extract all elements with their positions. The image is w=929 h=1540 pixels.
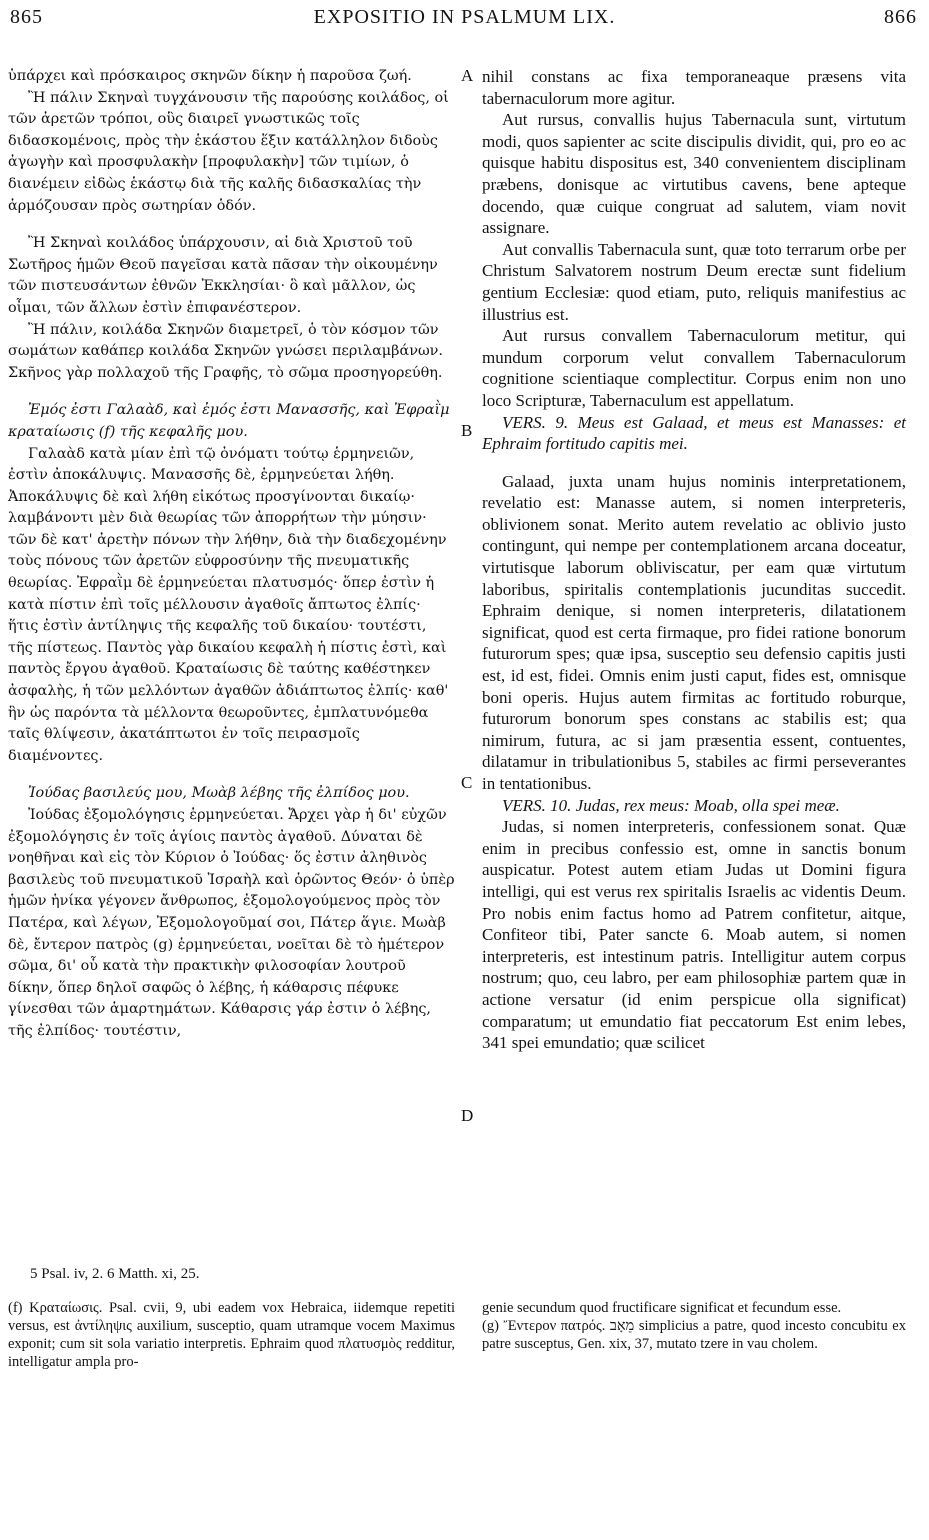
note-continuation: genie secundum quod fructificare significat et fecundum esse. xyxy=(482,1300,842,1316)
note-f: (f) Κραταίωσις. Psal. cvii, 9, ubi eadem vox Hebraica, iidemque repetiti versus, est ἀντίληψις auxilium, susceptio, quam utramque vocem Maximus exponit; cum sit sola variatio interpretis. Ephraim quod πλατυσμὸς redditur, intelligatur ampla pro- xyxy=(8,1300,455,1370)
latin-verse-heading: VERS. 10. Judas, rex meus: Moab, olla spei meæ. xyxy=(502,795,840,815)
latin-paragraph: Aut convallis Tabernacula sunt, quæ toto terrarum orbe per Christum Salvatorem nostrum Deum erectæ sunt fidelium gentium Ecclesiæ: quod etiam, puto, reliquis manifestius ac illustrius est. xyxy=(482,239,906,324)
margin-markers xyxy=(461,66,477,1266)
greek-paragraph: Ἢ Σκηναὶ κοιλάδος ὑπάρχουσιν, αἱ διὰ Χριστοῦ τοῦ Σωτῆρος ἡμῶν Θεοῦ παγεῖσαι κατὰ πᾶσαν τὴν οἰκουμένην τῶν πιστευσάντων ἐθνῶν Ἐκκλησίαι· ὃ καὶ μᾶλλον, ὡς οἶμαι, τῶν ἄλλων ἐστὶν ἐπιφανέστερον. xyxy=(8,235,438,316)
greek-verse-heading: Ἐμός ἐστι Γαλαὰδ, καὶ ἐμός ἐστι Μανασσῆς, καὶ Ἐφραῒμ κραταίωσις (f) τῆς κεφαλῆς μου. xyxy=(8,402,450,440)
greek-paragraph: Γαλαὰδ κατὰ μίαν ἐπὶ τῷ ὀνόματι τούτῳ ἑρμηνειῶν, ἐστὶν ἀποκάλυψις. Μανασσῆς δὲ, ἑρμηνεύεται λήθη. Ἀποκάλυψις δὲ καὶ λήθη εἰκότως προσγίνονται δικαίῳ· λαμβάνοντι μὲν διὰ θεωρίας τῶν ἀπορρήτων τὴν μύησιν· τῶν δὲ κατ' ἀρετὴν πόνων τὴν λήθην, διὰ τὴν διαδεχομένην τοὺς πόνους τῶν ἀρετῶν εὐφροσύνην τῆς πνευματικῆς θεωρίας. Ἐφραῒμ δὲ ἑρμηνεύεται πλατυσμός· ὅπερ ἐστὶν ἡ κατὰ πίστιν ἐπὶ τοῖς μέλλουσιν ἀγαθοῖς ἄπτωτος ἐλπίς· ἥτις ἐστὶν ἀντίληψις τῆς κεφαλῆς τοῦ δικαίου· τουτέστι, τῆς πίστεως. Παντὸς γὰρ δικαίου κεφαλὴ ἡ πίστις ἐστὶ, καὶ παντὸς ἔργου ἀγαθοῦ. Κραταίωσις δὲ ταύτης καθέστηκεν ἀσφαλὴς, ἡ τῶν μελλόντων ἀγαθῶν ἀδιάπτωτος ἐλπίς· καθ' ἣν ὡς παρόντα τὰ μέλλοντα θεωροῦντες, ἐμπλατυνόμεθα ταῖς θλίψεσιν, ἀκατάπτωτοι ἐν τοῖς πειρασμοῖς διαμένοντες. xyxy=(8,445,449,764)
latin-paragraph: Aut rursus, convallis hujus Tabernacula sunt, virtutum modi, quos sapienter ac scite discipulis dividit, qui, pro eo ac quisque habitu dispositus est, 340 convenientem disciplinam præbens, donisque ac virtutibus cavens, bene apteque docendo, quæ cuique congruat ad salutem, viam novit assignare. xyxy=(482,110,906,238)
margin-marker-a: A xyxy=(461,66,474,85)
greek-paragraph: Ἰούδας ἐξομολόγησις ἑρμηνεύεται. Ἄρχει γὰρ ἡ δι' εὐχῶν ἐξομολόγησις ἐν τοῖς ἁγίοις παντὸς ἀγαθοῦ. Δύναται δὲ νοηθῆναι καὶ εἰς τὸν Κύριον ὁ Ἰούδας· ὅς ἐστιν ἀληθινὸς βασιλεὺς τοῦ πνευματικοῦ Ἰσραὴλ καὶ ὁρῶντος Θεόν· ὁ ὑπὲρ ἡμῶν ἡνίκα γέγονεν ἄνθρωπος, ἐξομολογούμενος πρὸς τὸν Πατέρα, καὶ λέγων, Ἐξομολογοῦμαί σοι, Πάτερ ἅγιε. Μωὰβ δὲ, ἔντερον πατρὸς (g) ἑρμηνεύεται, νοεῖται δὲ τὸ ἡμέτερον σῶμα, δι' οὗ κατὰ τὴν πρακτικὴν φιλοσοφίαν λουτροῦ δίκην, ὅπερ δηλοῖ σαφῶς ὁ λέβης, ἡ κάθαρσις πέφυκε γίνεσθαι τῶν ἁμαρτημάτων. Κάθαρσις γάρ ἐστιν ὁ λέβης, τῆς ἐλπίδος· τουτέστιν, xyxy=(8,807,455,1039)
margin-marker-d: D xyxy=(461,1106,474,1125)
latin-column xyxy=(482,66,906,1054)
greek-paragraph: Ἢ πάλιν, κοιλάδα Σκηνῶν διαμετρεῖ, ὁ τὸν κόσμον τῶν σωμάτων καθάπερ κοιλάδα Σκηνῶν γνώσει περιλαμβάνων. Σκῆνος γὰρ πολλαχοῦ τῆς Γραφῆς, τὸ σῶμα προσηγορεύθη. xyxy=(8,321,444,381)
greek-paragraph: Ἢ πάλιν Σκηναὶ τυγχάνουσιν τῆς παρούσης κοιλάδος, οἱ τῶν ἀρετῶν τρόποι, οὓς διαιρεῖ γνωστικῶς τοῖς διδασκομένοις, πρὸς τὴν ἑκάστου ἕξιν κατάλληλον διδοὺς ἀγωγὴν καὶ προσφυλακὴν [προφυλακὴν] τῶν τιμίων, ὁ διανέμειν εἰδὼς ἑκάστῳ διὰ τῆς καλῆς διδασκαλίας τὴν ἁρμόζουσαν πρὸς σωτηρίαν ὁδόν. xyxy=(8,89,449,214)
right-page-number: 866 xyxy=(884,6,917,28)
latin-paragraph: nihil constans ac fixa temporaneaque præsens vita tabernaculorum more agitur. xyxy=(482,67,906,108)
latin-paragraph: Judas, si nomen interpreteris, confessionem sonat. Quæ enim in precibus confessio est, omne in sanctis bonum auspicatur. Potest autem etiam Judas ut Domini figura intelligi, qui est verus rex spiritalis Israelis ac videntis Deum. Pro nobis enim factus homo ad Patrem confitetur, aitque, Confiteor tibi, Pater sancte 6. Moab autem, si nomen interpreteris, est intestinum patris. Intelligitur autem corpus nostrum; quo, ceu labro, per eam philosophiæ partem quæ in actione versatur (id enim perspicue olla significat) comparatum; ut emundatio fiat peccatorum Est enim lebes, 341 spei emundatio; quæ scilicet xyxy=(482,817,906,1053)
editorial-notes-right xyxy=(482,1299,906,1353)
latin-paragraph: Galaad, juxta unam hujus nominis interpretationem, revelatio est: Manasse autem, si nomen interpreteris, oblivionem sonat. Merito autem revelatio ac oblivio justo contingunt, qui nempe per contemplationem arcana doceatur, virtutisque laborum obliviscatur, per eam quæ virtutum laboribus, spiritalis contemplationis jucunditas succedit. Ephraim denique, si nomen interpreteris, dilatationem significat, quod est certa firmaque, pro fidei ratione bonorum futurorum spes; quæ ipsa, susceptio seu defensio capitis justi est, id est, fidei. Omnis enim justi caput, fides est, omnisque boni operis. Hujus autem firmitas ac fortitudo roburque, futurorum bonorum spes constans ac stabilis est; qua nimirum, futura, ac si jam præsentia essent, contuentes, dilatamur in tribulationibus 5, stabiles ac firmi perseverantes in tentationibus. xyxy=(482,471,906,793)
margin-marker-b: B xyxy=(461,421,473,440)
latin-verse-heading: VERS. 9. Meus est Galaad, et meus est Manasses: et Ephraim fortitudo capitis mei. xyxy=(482,412,906,454)
scripture-footnotes: 5 Psal. iv, 2. 6 Matth. xi, 25. xyxy=(30,1266,200,1282)
greek-column xyxy=(8,66,455,1043)
greek-verse-heading: Ἰούδας βασιλεύς μου, Μωὰβ λέβης τῆς ἐλπίδος μου. xyxy=(28,785,410,802)
latin-paragraph: Aut rursus convallem Tabernaculorum metitur, qui mundum corporum velut convallem Tabernaculorum cognitione scientiaque complectitur. Corpus enim non uno loco Scripturæ, Tabernaculum est appellatum. xyxy=(482,326,906,410)
margin-marker-c: C xyxy=(461,773,473,792)
running-title: EXPOSITIO IN PSALMUM LIX. xyxy=(313,6,616,28)
greek-paragraph: ὑπάρχει καὶ πρόσκαιρος σκηνῶν δίκην ἡ παροῦσα ζωή. xyxy=(8,68,412,84)
note-g: (g) Ἔντερον πατρός. מֵאָב simplicius a patre, quod incesto concubitu ex patre susceptus, Gen. xix, 37, mutato tzere in vau cholem. xyxy=(482,1318,906,1352)
editorial-notes-left xyxy=(8,1299,455,1371)
left-page-number: 865 xyxy=(10,6,43,28)
